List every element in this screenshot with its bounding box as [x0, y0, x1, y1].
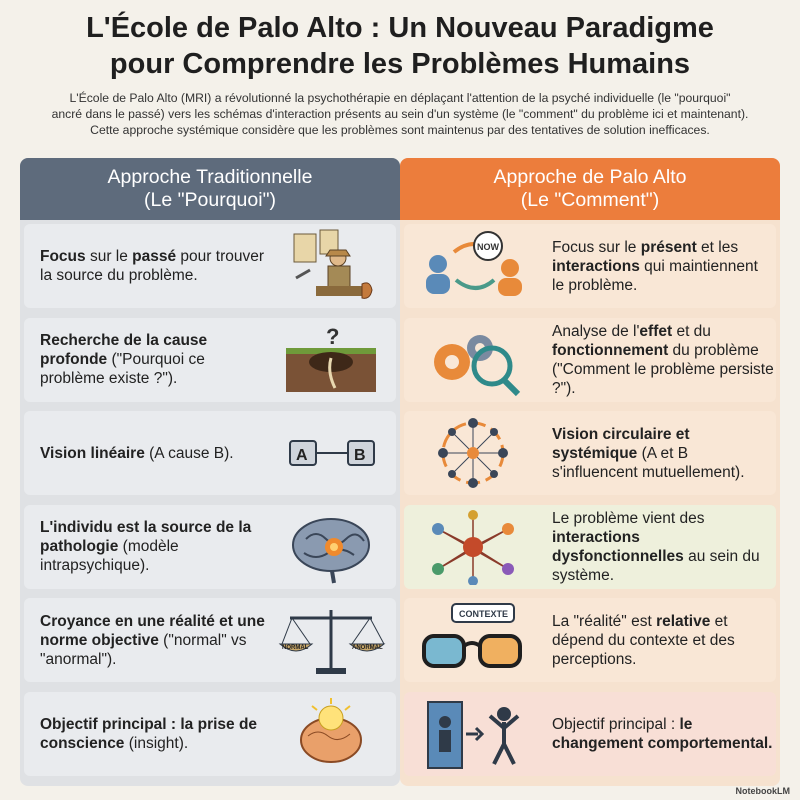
statement-text	[552, 715, 774, 753]
traditional-header-line-2: (Le "Pourquoi")	[144, 189, 276, 211]
intro-paragraph	[24, 90, 776, 138]
statement-text	[552, 322, 774, 398]
text-segment: Analyse de l'	[552, 322, 640, 340]
palo-alto-row-3	[404, 411, 776, 495]
statement-text	[40, 612, 272, 669]
palo-alto-statement	[552, 505, 774, 589]
intro-line-3: Cette approche systémique considère que les problèmes sont maintenus par des tentatives de solution inefficaces.	[90, 123, 710, 137]
traditional-statement	[40, 411, 272, 495]
text-segment: (modèle intrapsychique).	[40, 538, 179, 574]
title-line-2: pour Comprendre les Problèmes Humains	[109, 48, 691, 80]
text-segment: et les	[696, 238, 739, 256]
bold-segment: interactions dysfonctionnelles	[552, 528, 684, 565]
gears-magnifier-icon	[418, 322, 528, 398]
text-segment: Le problème vient des	[552, 509, 705, 527]
page-title	[0, 10, 800, 82]
root-cause-icon	[276, 322, 386, 398]
door-change-icon	[418, 696, 528, 772]
text-segment: et du	[672, 322, 711, 340]
statement-text	[40, 715, 272, 753]
bold-segment: fonctionnement	[552, 341, 669, 359]
statement-text	[552, 612, 774, 669]
palo-alto-statement	[552, 224, 774, 308]
bold-segment: présent	[640, 238, 697, 256]
brain-icon	[276, 509, 386, 585]
traditional-header-line-1: Approche Traditionnelle	[107, 166, 313, 188]
circular-network-icon	[418, 415, 528, 491]
archaeologist-icon	[276, 228, 386, 304]
comparison-table	[20, 158, 780, 786]
traditional-statement	[40, 318, 272, 402]
traditional-statement	[40, 692, 272, 776]
text-segment: Focus sur le	[552, 238, 641, 256]
bold-segment: Focus	[40, 248, 86, 265]
text-segment: au sein du système.	[552, 547, 760, 584]
bold-segment: L'individu est la source de la pathologie	[40, 519, 252, 555]
bold-segment: Recherche de la cause profonde	[40, 332, 208, 368]
traditional-statement	[40, 505, 272, 589]
intro-line-2: ancré dans le passé) vers les schémas d'interaction présents au sein d'un système (le "comment" du problème ici et maintenant).	[51, 107, 749, 121]
glasses-context-icon	[418, 602, 528, 678]
scale-normal-label: NORMAL	[282, 645, 309, 651]
text-segment: La "réalité" est	[552, 612, 657, 630]
traditional-row-5	[24, 598, 396, 682]
traditional-row-4	[24, 505, 396, 589]
linear-b-label: B	[354, 447, 366, 464]
traditional-row-2	[24, 318, 396, 402]
statement-text	[552, 425, 774, 482]
palo-alto-row-5	[404, 598, 776, 682]
palo-alto-row-2	[404, 318, 776, 402]
text-segment: du problème ("Comment le problème persiste ?").	[552, 341, 774, 397]
text-segment: pour trouver la source du problème.	[40, 248, 265, 284]
scale-anormal-label: ANORMAL	[352, 645, 383, 651]
people-network-icon	[418, 509, 528, 585]
palo-alto-statement	[552, 598, 774, 682]
text-segment: Objectif principal :	[552, 715, 680, 733]
palo-alto-statement	[552, 318, 774, 402]
bold-segment: Objectif principal : la prise de conscience	[40, 715, 258, 752]
bold-segment: interactions	[552, 257, 640, 275]
text-segment: et dépend du contexte et des perceptions.	[552, 612, 735, 668]
palo-alto-row-4	[404, 505, 776, 589]
title-line-1: L'École de Palo Alto : Un Nouveau Paradigme	[86, 12, 714, 44]
now-interaction-icon	[418, 228, 528, 304]
statement-text	[552, 509, 774, 585]
traditional-statement	[40, 598, 272, 682]
palo-alto-column	[400, 158, 780, 786]
lightbulb-brain-icon	[276, 696, 386, 772]
scale-icon	[276, 602, 386, 678]
text-segment: ("normal" vs "anormal").	[40, 631, 247, 668]
notebooklm-watermark: NotebookLM	[735, 786, 790, 796]
bold-segment: Vision circulaire et systémique	[552, 425, 690, 462]
text-segment: (insight).	[124, 734, 189, 752]
palo-alto-header	[400, 158, 780, 220]
svg-text:?: ?	[326, 323, 340, 349]
traditional-statement	[40, 224, 272, 308]
statement-text	[40, 247, 272, 285]
traditional-header	[20, 158, 400, 220]
palo-alto-header-line-2: (Le "Comment")	[520, 189, 660, 211]
traditional-row-3	[24, 411, 396, 495]
text-segment: qui maintiennent le problème.	[552, 257, 758, 294]
linear-ab-icon	[276, 415, 386, 491]
text-segment: (A cause B).	[144, 444, 234, 462]
palo-alto-row-1	[404, 224, 776, 308]
bold-segment: le changement comportemental.	[552, 715, 773, 752]
palo-alto-header-line-1: Approche de Palo Alto	[493, 166, 687, 188]
palo-alto-row-6	[404, 692, 776, 776]
text-segment: ("Pourquoi ce problème existe ?").	[40, 351, 205, 387]
traditional-row-6	[24, 692, 396, 776]
traditional-column	[20, 158, 400, 786]
bold-segment: Vision linéaire	[40, 444, 145, 462]
statement-text	[552, 238, 774, 295]
intro-line-1: L'École de Palo Alto (MRI) a révolutionné la psychothérapie en déplaçant l'attention de la psyché individuelle (le "pourquoi"	[69, 91, 731, 105]
statement-text	[40, 518, 272, 575]
bold-segment: relative	[656, 612, 711, 630]
statement-text	[40, 331, 272, 388]
statement-text	[40, 444, 234, 463]
palo-alto-statement	[552, 411, 774, 495]
palo-alto-statement	[552, 692, 774, 776]
now-label: NOW	[477, 242, 499, 252]
bold-segment: passé	[132, 248, 177, 265]
linear-a-label: A	[296, 447, 308, 464]
bold-segment: Croyance en une réalité et une norme objective	[40, 612, 265, 649]
context-label: CONTEXTE	[459, 609, 509, 619]
text-segment: (A et B s'influencent mutuellement).	[552, 444, 745, 481]
bold-segment: effet	[639, 322, 673, 340]
traditional-row-1	[24, 224, 396, 308]
text-segment: sur le	[85, 248, 133, 265]
